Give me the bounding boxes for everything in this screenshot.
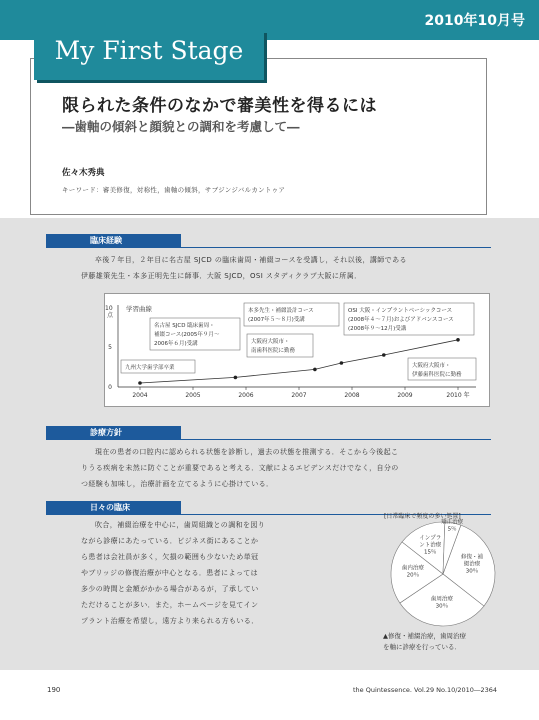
- daily-line-6: ただけることが多い．また，ホームページを見てイン: [81, 601, 259, 609]
- y-tick-label: 0: [108, 384, 112, 391]
- author-name: 佐々木秀典: [62, 168, 105, 178]
- daily-line-7: プラント治療を希望し，遠方より来られる方もいる．: [81, 617, 259, 625]
- pie-slice-label: 矯正治療: [441, 519, 464, 526]
- annotation-3: [244, 303, 339, 326]
- daily-line-5: 多少の時間と金額がかかる場合があるが，了承してい: [81, 585, 259, 593]
- learning-curve-svg: [104, 293, 490, 407]
- annotation-5: [344, 303, 474, 335]
- pie-slice-label: インプラ: [419, 535, 442, 542]
- policy-line-3: つ経験も加味し，治療計画を立てるように心掛けている．: [81, 480, 274, 488]
- svg-text:(2008年４〜７月)およびアドバンスコース: (2008年４〜７月)およびアドバンスコース: [348, 317, 454, 323]
- curve-point: [138, 381, 142, 385]
- curve-point: [234, 376, 238, 380]
- annotation-4: [247, 334, 313, 357]
- issue-date: 2010年10月号: [424, 13, 525, 29]
- section-heading-daily: 日々の臨床: [46, 501, 181, 515]
- y-axis-label: 学習曲線: [126, 305, 152, 313]
- pie-slice-label: 歯内治療: [401, 565, 424, 572]
- annotation-2: [150, 318, 240, 350]
- x-tick-label: 2009: [397, 392, 413, 399]
- curve-point: [340, 361, 344, 365]
- svg-text:補綴コース(2005年９月〜: 補綴コース(2005年９月〜: [154, 332, 220, 338]
- page-number: 190: [47, 686, 61, 694]
- daily-line-4: やブリッジの修復治療が中心となる．患者によっては: [81, 569, 259, 577]
- journal-citation: the Quintessence. Vol.29 No.10/2010―2364: [352, 686, 497, 694]
- y-tick-label: 5: [108, 344, 112, 351]
- career-line-2: 伊藤雄策先生・本多正明先生に師事．大阪 SJCD，OSI スタディクラブ大阪に所属．: [81, 272, 362, 280]
- x-tick-label: 2005: [185, 392, 201, 399]
- pie-slice-label: 綴治療: [463, 561, 481, 568]
- curve-point: [313, 368, 317, 372]
- section-heading-policy: 診療方針: [46, 426, 181, 440]
- x-tick-label: 2007: [291, 392, 307, 399]
- svg-text:南歯科医院に勤務: 南歯科医院に勤務: [251, 348, 296, 354]
- article-subtitle: ―歯軸の傾斜と顔貌との調和を考慮して―: [62, 119, 300, 134]
- pie-slice-label: 30％: [465, 568, 479, 575]
- pie-slice-label: 15％: [424, 549, 437, 556]
- pie-slice-label: 修復・補: [460, 554, 484, 561]
- annotation-6: [408, 358, 476, 380]
- svg-text:OSI 大阪・インプラントベーシックコース: OSI 大阪・インプラントベーシックコース: [348, 308, 453, 314]
- svg-text:2006年６月)受講: 2006年６月)受講: [154, 341, 198, 347]
- svg-text:(2007年５〜８月)受講: (2007年５〜８月)受講: [248, 317, 305, 323]
- daily-line-3: ら患者は会社員が多く，欠損の範囲も少ないため単冠: [81, 553, 259, 561]
- pie-slice-label: 歯周治療: [430, 596, 453, 603]
- svg-text:(2008年９〜12月)受講: (2008年９〜12月)受講: [348, 326, 407, 332]
- daily-line-1: 吹合，補綴治療を中心に，歯周組織との調和を図り: [95, 521, 266, 529]
- svg-text:伊藤歯科医院に勤務: 伊藤歯科医院に勤務: [412, 372, 462, 378]
- pie-caption-line-1: ▲修復・補綴治療，歯周治療: [383, 632, 466, 640]
- pie-chart: [378, 518, 508, 630]
- daily-line-2: ながら診療にあたっている．ビジネス街にあることか: [81, 537, 259, 545]
- x-tick-label: 2006: [238, 392, 254, 399]
- svg-text:大阪府大阪市・: 大阪府大阪市・: [412, 363, 451, 369]
- policy-line-2: りうる疾病を未然に防ぐことが重要であると考える．文献によるエビデンスだけでなく，自分の: [81, 464, 399, 472]
- y-unit-top: 10: [105, 305, 113, 312]
- svg-text:大阪府大阪市・: 大阪府大阪市・: [251, 339, 290, 345]
- curve-point: [382, 353, 386, 357]
- annotation-1: [121, 360, 195, 373]
- x-tick-label: 2010 年: [446, 392, 470, 399]
- pie-caption-line-2: を軸に診療を行っている．: [383, 642, 461, 651]
- section-heading-career: 臨床経験: [46, 234, 181, 248]
- keywords: キーワード：審美修復，対称性，歯軸の傾斜，サブジンジバルカントゥア: [62, 186, 286, 194]
- section-rule: [46, 439, 491, 440]
- pie-slice-label: ント治療: [419, 542, 442, 549]
- y-unit-bottom: 点: [107, 312, 114, 319]
- article-title: 限られた条件のなかで審美性を得るには: [62, 96, 377, 116]
- pie-slice-label: 5％: [447, 526, 457, 533]
- policy-line-1: 現在の患者の口腔内に認められる状態を診断し，過去の状態を推測する．そこから今後起こ: [95, 448, 399, 456]
- svg-text:名古屋 SJCD 臨床歯周・: 名古屋 SJCD 臨床歯周・: [154, 323, 215, 329]
- x-tick-label: 2008: [344, 392, 360, 399]
- pie-slice-label: 30％: [435, 603, 449, 610]
- career-line-1: 卒後７年目，２年目に名古屋 SJCD の臨床歯周・補綴コースを受講し，それ以後，講師である: [95, 256, 407, 264]
- svg-text:本多先生・補綴設計コース: 本多先生・補綴設計コース: [248, 308, 314, 314]
- series-label: My First Stage: [54, 36, 244, 65]
- svg-text:九州大学歯学部卒業: 九州大学歯学部卒業: [125, 365, 175, 371]
- pie-slice-label: 20％: [406, 572, 420, 579]
- pie-caption: [383, 631, 466, 652]
- x-tick-label: 2004: [132, 392, 148, 399]
- pie-title: [日常臨床で頻度の多い処置]: [384, 513, 461, 520]
- curve-point: [456, 338, 460, 342]
- section-rule: [46, 247, 491, 248]
